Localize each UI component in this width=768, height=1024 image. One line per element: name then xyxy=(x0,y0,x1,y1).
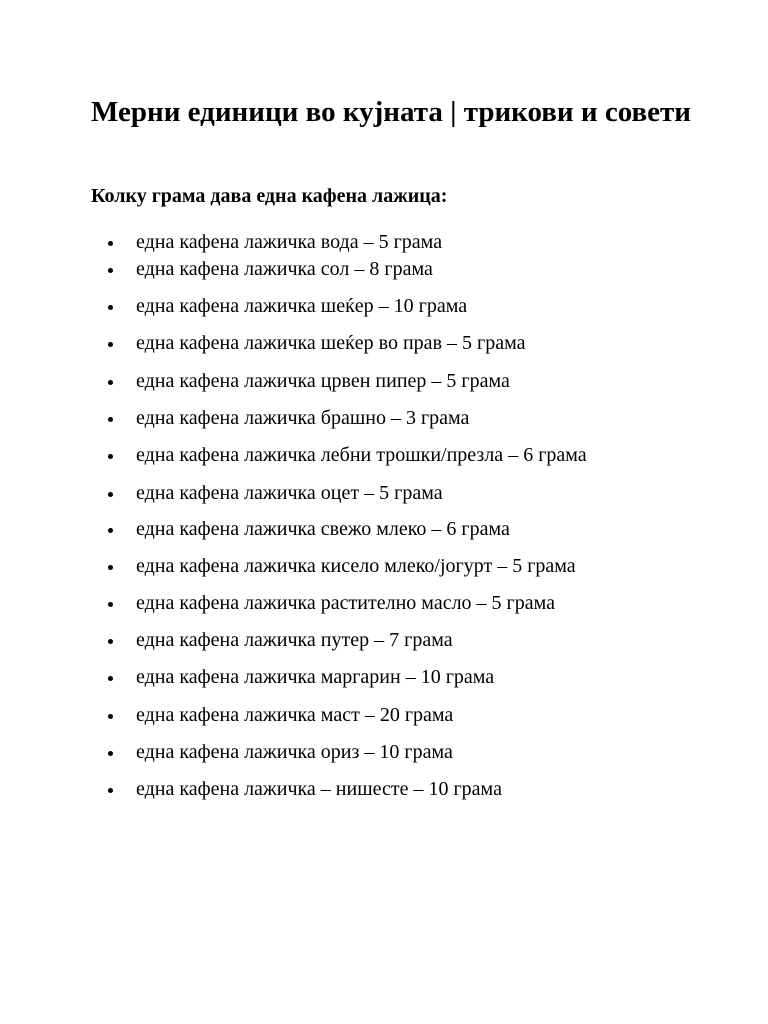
list-item-text: една кафена лажичка свежо млеко – 6 грама xyxy=(136,518,510,540)
list-item-text: една кафена лажичка шеќер во прав – 5 грама xyxy=(136,332,526,354)
bullet-icon xyxy=(108,380,113,385)
bullet-icon xyxy=(108,788,113,793)
list-item-text: една кафена лажичка лебни трошки/презла – 6 грама xyxy=(136,444,587,466)
bullet-icon xyxy=(108,565,113,570)
bullet-icon xyxy=(108,241,113,246)
bullet-icon xyxy=(108,714,113,719)
bullet-icon xyxy=(108,639,113,644)
list-item-text: една кафена лажичка брашно – 3 грама xyxy=(136,407,470,429)
bullet-icon xyxy=(108,417,113,422)
list-item-text: една кафена лажичка оцет – 5 грама xyxy=(136,482,443,504)
bullet-icon xyxy=(108,602,113,607)
section-heading: Колку грама дава една кафена лажица: xyxy=(91,185,448,207)
list-item-text: една кафена лажичка ориз – 10 грама xyxy=(136,741,453,763)
bullet-icon xyxy=(108,676,113,681)
bullet-icon xyxy=(108,751,113,756)
page-title: Мерни единици во кујната | трикови и совети xyxy=(91,96,691,128)
list-item-text: една кафена лажичка путер – 7 грама xyxy=(136,629,453,651)
bullet-icon xyxy=(108,305,113,310)
bullet-icon xyxy=(108,342,113,347)
list-item-text: една кафена лажичка црвен пипер – 5 грама xyxy=(136,370,510,392)
list-item-text: една кафена лажичка сол – 8 грама xyxy=(136,258,433,280)
list-item-text: една кафена лажичка кисело млеко/јогурт – 5 грама xyxy=(136,555,576,577)
list-item-text: една кафена лажичка – нишесте – 10 грама xyxy=(136,778,502,800)
bullet-icon xyxy=(108,492,113,497)
bullet-icon xyxy=(108,454,113,459)
bullet-icon xyxy=(108,528,113,533)
list-item-text: една кафена лажичка шеќер – 10 грама xyxy=(136,295,468,317)
list-item-text: една кафена лажичка маст – 20 грама xyxy=(136,704,454,726)
list-item-text: една кафена лажичка вода – 5 грама xyxy=(136,231,443,253)
bullet-icon xyxy=(108,268,113,273)
list-item-text: една кафена лажичка растително масло – 5 грама xyxy=(136,592,556,614)
list-item-text: една кафена лажичка маргарин – 10 грама xyxy=(136,666,495,688)
